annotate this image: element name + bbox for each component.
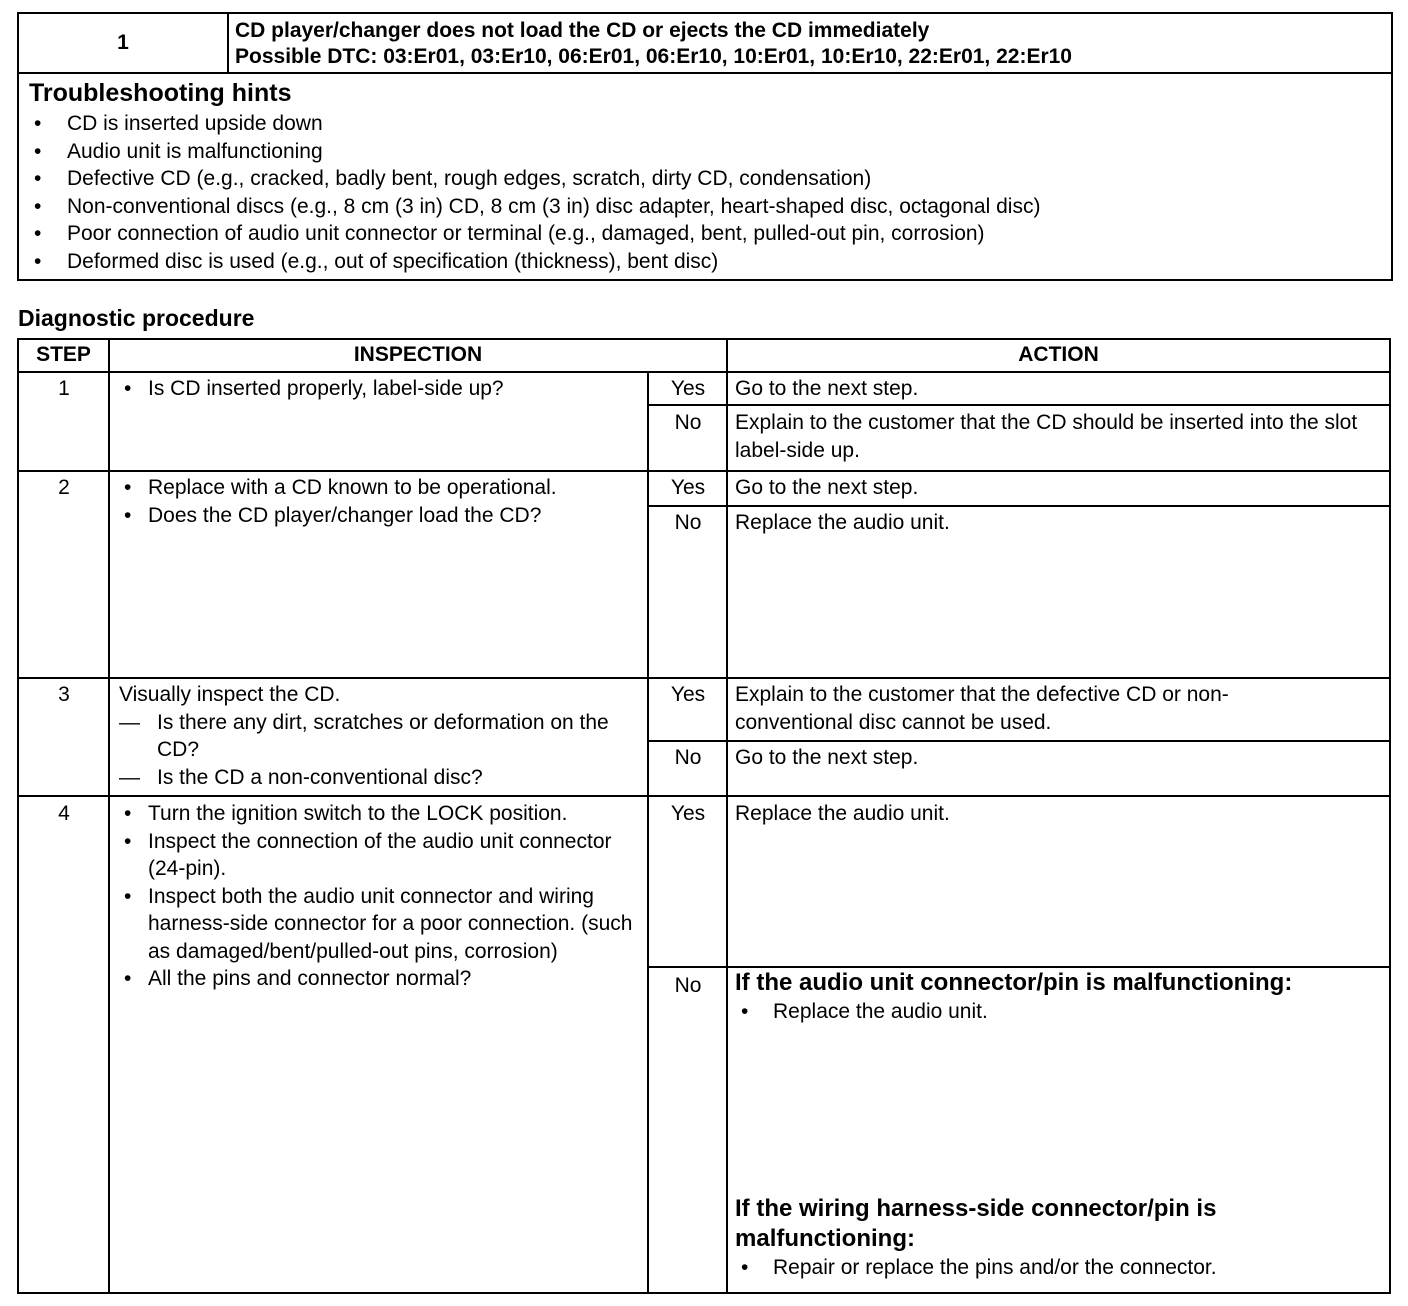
issue-title-line1: CD player/changer does not load the CD or ejects the CD immediately [235,19,930,42]
hint-item: • Audio unit is malfunctioning [31,138,1040,166]
column-header-inspection: INSPECTION [353,343,483,366]
step-number: 2 [58,476,70,499]
condition-wiring-harness: If the wiring harness-side connector/pin is malfunctioning: [735,1195,1217,1252]
step-number: 4 [58,802,70,825]
procedure-title: Diagnostic procedure [18,305,255,331]
issue-title [235,18,1072,70]
no-label: No [674,974,702,997]
row-divider [19,795,1389,797]
yes-action: Go to the next step. [735,377,919,400]
yes-label: Yes [670,377,706,400]
row-divider [19,677,1389,679]
no-action: Go to the next step. [735,746,919,769]
yes-action: Go to the next step. [735,476,919,499]
yes-label: Yes [670,476,706,499]
hint-item: • CD is inserted upside down [31,110,1040,138]
inspection-item: • Does the CD player/changer load the CD? [110,502,645,530]
column-header-action: ACTION [1018,343,1099,366]
yes-action: Explain to the customer that the defective CD or non-conventional disc cannot be used. [735,683,1229,734]
issue-number: 1 [19,14,229,72]
hint-item: • Defective CD (e.g., cracked, badly bent, rough edges, scratch, dirty CD, condensation) [31,165,1040,193]
row-divider [647,740,1389,742]
inspection-item: • Is CD inserted properly, label-side up? [110,375,640,403]
inspection-item: • Replace with a CD known to be operational. [110,474,645,502]
step-number: 1 [58,377,70,400]
inspection-item: — Is the CD a non-conventional disc? [119,764,641,792]
step-inspection [119,681,641,791]
inspection-item: • Turn the ignition switch to the LOCK position. [110,800,645,828]
issue-header-box [17,12,1393,281]
step-inspection [110,375,640,403]
possible-dtc: Possible DTC: 03:Er01, 03:Er10, 06:Er01, 06:Er10, 10:Er01, 10:Er10, 22:Er01, 22:Er10 [235,45,1072,68]
row-divider [647,404,1389,406]
condition-audio-unit: If the audio unit connector/pin is malfunctioning: [735,969,1293,996]
issue-title-row [19,14,1391,74]
no-label: No [674,411,702,434]
column-header-step: STEP [36,343,91,366]
inspection-item: • Inspect both the audio unit connector and wiring harness-side connector for a poor connection. (such as damaged/bent/pulled-out pins, corrosion) [110,883,645,966]
no-label: No [674,746,702,769]
inspection-item: • Inspect the connection of the audio unit connector (24-pin). [110,828,645,883]
yes-action: Replace the audio unit. [735,802,950,825]
no-action: Explain to the customer that the CD should be inserted into the slot label-side up. [735,411,1358,462]
no-label: No [674,511,702,534]
inspection-intro: Visually inspect the CD. [119,683,341,706]
step-number: 3 [58,683,70,706]
action-item: • Repair or replace the pins and/or the connector. [735,1254,1385,1282]
hint-item: • Poor connection of audio unit connector or terminal (e.g., damaged, bent, pulled-out pin, corrosion) [31,220,1040,248]
inspection-item: — Is there any dirt, scratches or deformation on the CD? [119,709,641,764]
row-divider [19,371,1389,373]
procedure-table [17,338,1391,1294]
action-item: • Replace the audio unit. [735,998,1385,1026]
hint-item: • Deformed disc is used (e.g., out of specification (thickness), bent disc) [31,248,1040,276]
step-inspection [110,474,645,529]
hint-item: • Non-conventional discs (e.g., 8 cm (3 in) CD, 8 cm (3 in) disc adapter, heart-shaped disc, octagonal disc) [31,193,1040,221]
inspection-item: • All the pins and connector normal? [110,965,645,993]
yes-label: Yes [670,683,706,706]
no-action: Replace the audio unit. [735,511,950,534]
step-inspection [110,800,645,993]
hints-list [31,110,1040,276]
no-action-secondary [735,1194,1385,1282]
row-divider [647,505,1389,507]
no-action [735,968,1385,1026]
row-divider [19,470,1389,472]
yes-label: Yes [670,802,706,825]
hints-title: Troubleshooting hints [29,79,292,107]
